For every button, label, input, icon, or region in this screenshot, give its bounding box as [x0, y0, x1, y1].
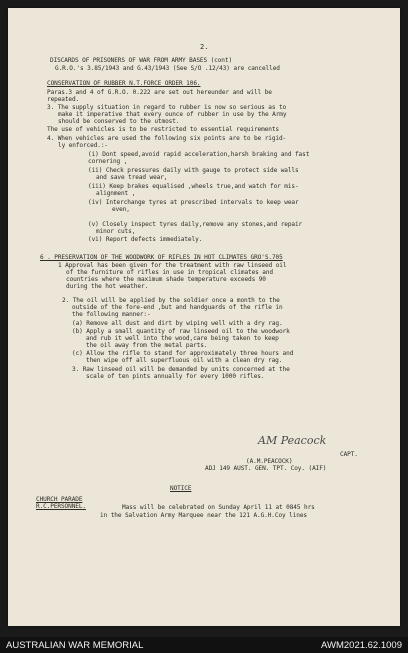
para-3-line: should be conserved to the utmost.: [58, 118, 180, 125]
notice-text: in the Salvation Army Marquee near the 121 A.G.H.Coy lines: [100, 512, 307, 519]
rule-item: minor cuts,: [96, 228, 136, 235]
preservation-para: scale of ten pints annually for every 1000 rifles.: [86, 373, 265, 380]
preservation-para: 1 Approval has been given for the treatment with raw linseed oil: [58, 262, 287, 269]
preservation-title: 6 . PRESERVATION OF THE WOODWORK OF RIFLES IN HOT CLIMATES GRO'S.705: [40, 254, 283, 261]
rule-item: cornering ,: [88, 158, 128, 165]
rule-item: (vi) Report defects immediately.: [88, 236, 203, 243]
preservation-para: of the furniture of rifles in use in tropical climates and: [66, 269, 273, 276]
para-3-line: make it imperative that every ounce of rubber in use by the Army: [58, 111, 287, 118]
rule-item: (iv) Interchange tyres at prescribed intervals to keep wear: [88, 199, 299, 206]
procedure-step: then wipe off all superfluous oil with a clean dry rag.: [86, 357, 283, 364]
preservation-para: countries where the maximum shade temperature exceeds 90: [66, 276, 266, 283]
signature-title: ADJ 149 AUST. GEN. TPT. Coy. (AIF): [205, 465, 327, 472]
procedure-step: (a) Remove all dust and dirt by wiping well with a dry rag.: [72, 320, 283, 327]
preservation-para: the following manner:-: [72, 311, 151, 318]
footer-accession: AWM2021.62.1009: [321, 640, 402, 651]
para-3-line: The use of vehicles is to be restricted to essential requirements: [47, 126, 279, 133]
conservation-intro: Paras.3 and 4 of G.R.O. 0.222 are set out hereunder and will be: [47, 89, 272, 96]
rule-item: (v) Closely inspect tyres daily,remove any stones,and repair: [88, 221, 303, 228]
preservation-para: 3. Raw linseed oil will be demanded by units concerned at the: [72, 366, 290, 373]
conservation-title: CONSERVATION OF RUBBER N.T.FORCE ORDER 106.: [47, 80, 201, 87]
footer-source: AUSTRALIAN WAR MEMORIAL: [6, 640, 144, 651]
notice-side-label: CHURCH PARADE: [36, 496, 83, 503]
preservation-para: 2. The oil will be applied by the soldier once a month to the: [62, 297, 280, 304]
procedure-step: (b) Apply a small quantity of raw linseed oil to the woodwork: [72, 328, 290, 335]
procedure-step: and rub it well into the wood,care being taken to keep: [86, 335, 279, 342]
rule-item: (i) Dont speed,avoid rapid acceleration,harsh braking and fast: [88, 151, 310, 158]
signature-name: (A.M.PEACOCK): [246, 458, 293, 465]
rule-item: (iii) Keep brakes equalised ,wheels true,and watch for mis-: [88, 183, 299, 190]
rule-item: and save tread wear,: [96, 174, 168, 181]
preservation-para: outside of the fore-end ,but and handguards of the rifle in: [72, 304, 283, 311]
rule-item: even,: [112, 206, 130, 213]
procedure-step: the oil away from the metal parts.: [86, 342, 208, 349]
handwritten-signature: AM Peacock: [258, 434, 327, 447]
procedure-step: (c) Allow the rifle to stand for approximately three hours and: [72, 350, 294, 357]
notice-side-label: R.C.PERSONNEL.: [36, 503, 86, 510]
signature-rank: CAPT.: [340, 451, 358, 458]
page-number: 2.: [200, 43, 209, 51]
header-line-1: DISCARDS OF PRISONERS OF WAR FROM ARMY BASES (cont): [50, 57, 233, 64]
preservation-para: during the hot weather.: [66, 283, 149, 290]
notice-text: Mass will be celebrated on Sunday April 11 at 0845 hrs: [122, 504, 315, 511]
rule-item: alignment ,: [96, 190, 136, 197]
para-4-line: 4. When vehicles are used the following six points are to be rigid-: [47, 135, 287, 142]
para-4-line: ly enforced.:-: [58, 142, 108, 149]
conservation-intro-2: repeated.: [47, 96, 80, 103]
notice-heading: NOTICE: [170, 485, 192, 492]
header-line-2: G.R.O.'s 3.85/1943 and G.43/1943 (See S/O .12/43) are cancelled: [55, 65, 280, 72]
para-3-line: 3. The supply situation in regard to rubber is now so serious as to: [47, 104, 287, 111]
rule-item: (ii) Check pressures daily with gauge to protect side walls: [88, 167, 299, 174]
